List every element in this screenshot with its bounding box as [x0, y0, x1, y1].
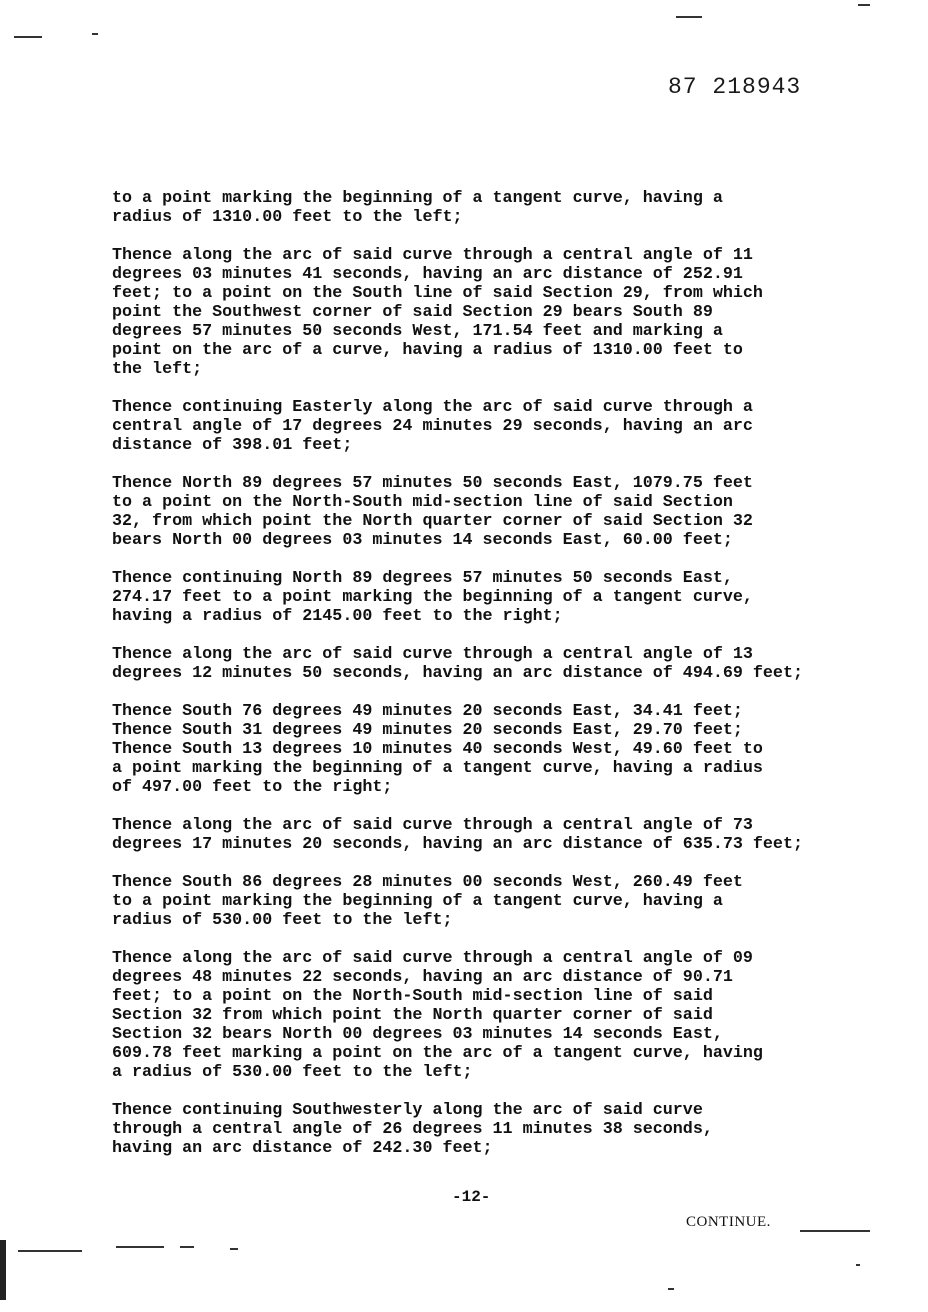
paragraph [112, 816, 872, 854]
text-line: radius of 530.00 feet to the left; [112, 911, 453, 930]
text-line: a point marking the beginning of a tangent curve, having a radius [112, 759, 763, 778]
scan-speck [800, 1230, 870, 1232]
paragraph [112, 873, 872, 930]
text-line: to a point on the North-South mid-section line of said Section [112, 493, 733, 512]
text-line: Thence South 86 degrees 28 minutes 00 seconds West, 260.49 feet [112, 873, 743, 892]
text-line: Thence South 13 degrees 10 minutes 40 seconds West, 49.60 feet to [112, 740, 763, 759]
text-line: Thence along the arc of said curve through a central angle of 11 [112, 246, 753, 265]
scan-speck [18, 1250, 82, 1252]
text-line: to a point marking the beginning of a tangent curve, having a [112, 892, 723, 911]
text-line: Thence continuing Southwesterly along the arc of said curve [112, 1101, 703, 1120]
paragraph [112, 246, 872, 379]
scan-speck [230, 1248, 238, 1250]
scan-speck [92, 33, 98, 35]
text-line: feet; to a point on the South line of said Section 29, from which [112, 284, 763, 303]
paragraph [112, 474, 872, 550]
scan-speck [116, 1246, 164, 1248]
paragraph [112, 949, 872, 1082]
text-line: 609.78 feet marking a point on the arc of a tangent curve, having [112, 1044, 763, 1063]
paragraph [112, 645, 872, 683]
scan-edge-mark [0, 1240, 6, 1300]
document-number: 87 218943 [668, 74, 802, 100]
paragraph [112, 398, 872, 455]
text-line: feet; to a point on the North-South mid-section line of said [112, 987, 713, 1006]
scan-speck [858, 4, 870, 6]
text-line: point the Southwest corner of said Section 29 bears South 89 [112, 303, 713, 322]
page-number: -12- [452, 1188, 491, 1206]
text-line: Section 32 from which point the North quarter corner of said [112, 1006, 713, 1025]
text-line: degrees 57 minutes 50 seconds West, 171.54 feet and marking a [112, 322, 723, 341]
text-line: a radius of 530.00 feet to the left; [112, 1063, 473, 1082]
text-line: 32, from which point the North quarter corner of said Section 32 [112, 512, 753, 531]
text-line: to a point marking the beginning of a tangent curve, having a [112, 189, 723, 208]
text-line: Thence along the arc of said curve through a central angle of 09 [112, 949, 753, 968]
text-line: Thence along the arc of said curve through a central angle of 13 [112, 645, 753, 664]
text-line: through a central angle of 26 degrees 11 minutes 38 seconds, [112, 1120, 713, 1139]
text-line: Thence South 76 degrees 49 minutes 20 seconds East, 34.41 feet; [112, 702, 743, 721]
text-line: Thence along the arc of said curve through a central angle of 73 [112, 816, 753, 835]
text-line: having an arc distance of 242.30 feet; [112, 1139, 493, 1158]
text-line: of 497.00 feet to the right; [112, 778, 393, 797]
text-line: degrees 12 minutes 50 seconds, having an arc distance of 494.69 feet; [112, 664, 803, 683]
text-line: Thence North 89 degrees 57 minutes 50 seconds East, 1079.75 feet [112, 474, 753, 493]
paragraph [112, 569, 872, 626]
text-line: having a radius of 2145.00 feet to the right; [112, 607, 563, 626]
scan-speck [856, 1264, 860, 1266]
text-line: Thence continuing North 89 degrees 57 minutes 50 seconds East, [112, 569, 733, 588]
scan-speck [668, 1288, 674, 1290]
text-line: degrees 17 minutes 20 seconds, having an arc distance of 635.73 feet; [112, 835, 803, 854]
text-line: the left; [112, 360, 203, 379]
text-line: Thence continuing Easterly along the arc of said curve through a [112, 398, 753, 417]
text-line: bears North 00 degrees 03 minutes 14 seconds East, 60.00 feet; [112, 531, 733, 550]
text-line: degrees 48 minutes 22 seconds, having an arc distance of 90.71 [112, 968, 733, 987]
text-line: radius of 1310.00 feet to the left; [112, 208, 463, 227]
scan-speck [14, 36, 42, 38]
legal-description-body [112, 189, 872, 1177]
text-line: Thence South 31 degrees 49 minutes 20 seconds East, 29.70 feet; [112, 721, 743, 740]
paragraph [112, 1101, 872, 1158]
scan-speck [180, 1246, 194, 1248]
text-line: point on the arc of a curve, having a radius of 1310.00 feet to [112, 341, 743, 360]
continue-label: CONTINUE. [686, 1214, 771, 1230]
scan-speck [676, 16, 702, 18]
text-line: central angle of 17 degrees 24 minutes 29 seconds, having an arc [112, 417, 753, 436]
text-line: degrees 03 minutes 41 seconds, having an arc distance of 252.91 [112, 265, 743, 284]
text-line: distance of 398.01 feet; [112, 436, 353, 455]
paragraph [112, 702, 872, 797]
text-line: 274.17 feet to a point marking the beginning of a tangent curve, [112, 588, 753, 607]
paragraph [112, 189, 872, 227]
text-line: Section 32 bears North 00 degrees 03 minutes 14 seconds East, [112, 1025, 723, 1044]
